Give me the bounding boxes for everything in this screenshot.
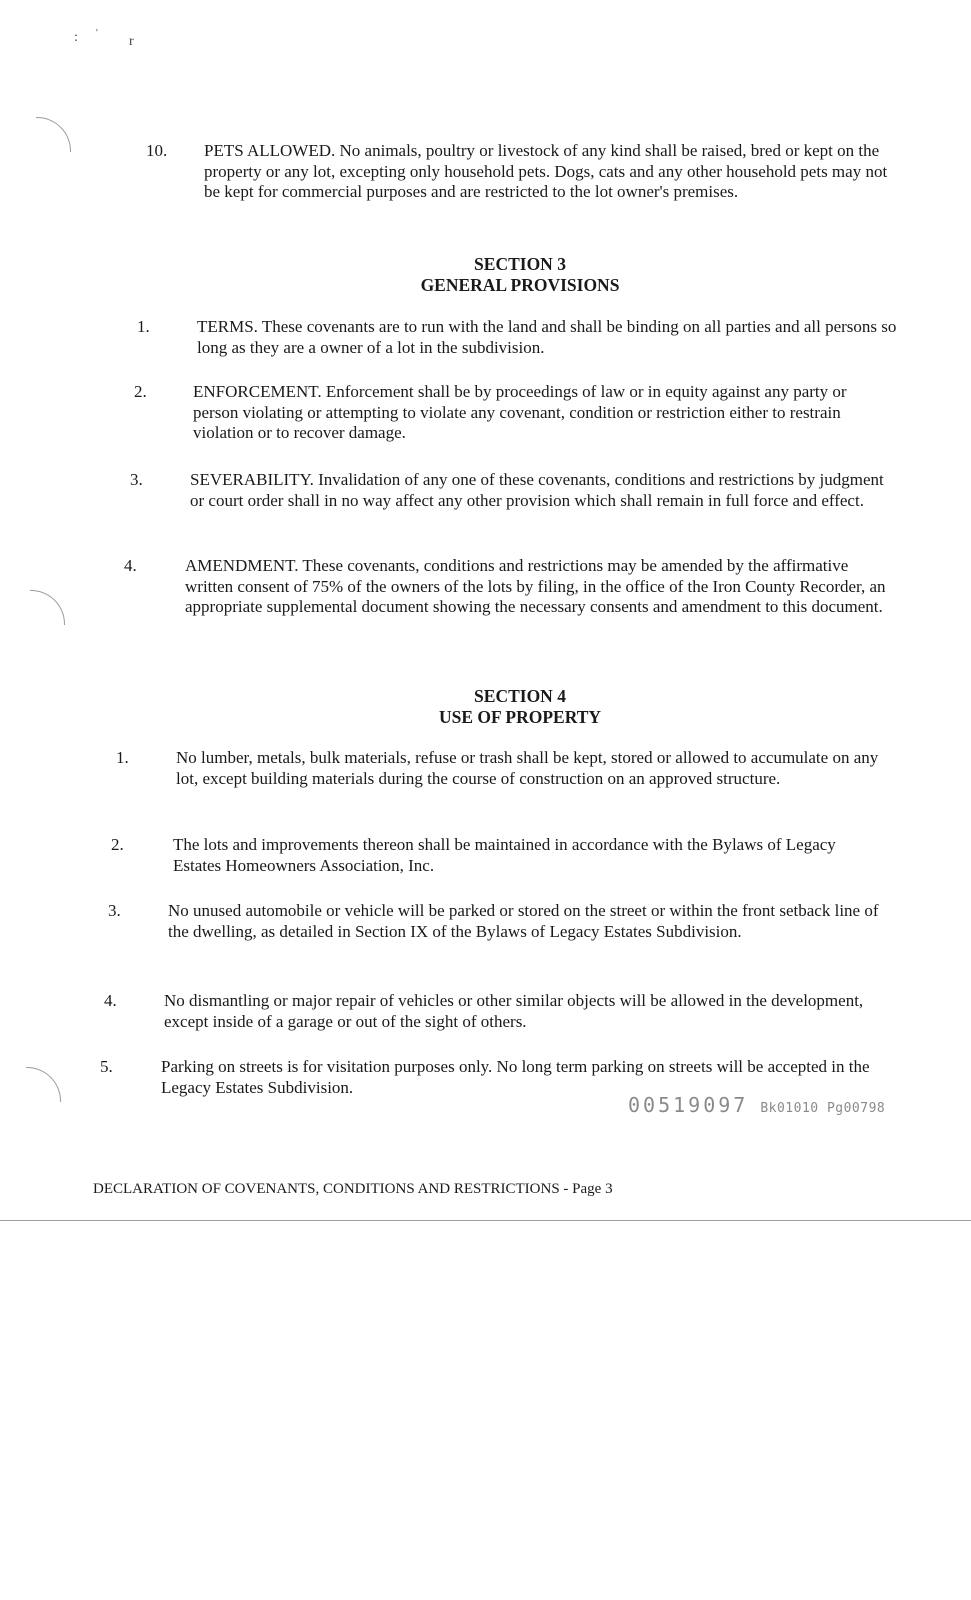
- binder-hole-mark: [26, 1067, 61, 1102]
- section-number: SECTION 4: [474, 686, 566, 706]
- section-title: USE OF PROPERTY: [438, 707, 602, 727]
- binder-hole-mark: [36, 117, 71, 152]
- scan-mark: :: [74, 30, 78, 45]
- record-number: 00519097: [628, 1093, 749, 1117]
- section-number: SECTION 3: [474, 254, 566, 274]
- item-number: 10.: [146, 141, 168, 160]
- page-footer: DECLARATION OF COVENANTS, CONDITIONS AND RESTRICTIONS - Page 3: [93, 1181, 613, 1197]
- item-text: ENFORCEMENT. Enforcement shall be by proceedings of law or in equity against any party or person violating or attempting to violate any covenant, condition or restriction either to restrain violation or to recover damage.: [193, 382, 847, 442]
- binder-hole-mark: [30, 590, 65, 625]
- item-text: No dismantling or major repair of vehicles or other similar objects will be allowed in the development, except inside of a garage or out of the sight of others.: [164, 991, 864, 1031]
- item-text: No lumber, metals, bulk materials, refuse or trash shall be kept, stored or allowed to accumulate on any lot, except building materials during the course of construction on an approved structure.: [176, 748, 879, 788]
- item-text: PETS ALLOWED. No animals, poultry or livestock of any kind shall be raised, bred or kept on the property or any lot, excepting only household pets. Dogs, cats and any other household pets may not be kept for commercial purposes and are restricted to the lot owner's premises.: [204, 141, 888, 201]
- item-number: 1.: [116, 748, 129, 767]
- recorder-stamp: [628, 1093, 885, 1117]
- item-number: 4.: [104, 991, 117, 1010]
- item-number: 3.: [130, 470, 143, 489]
- section-heading: [0, 686, 971, 728]
- page-edge-divider: [0, 1220, 971, 1221]
- item-number: 2.: [111, 835, 124, 854]
- scan-mark: r: [129, 34, 134, 49]
- scan-mark: ': [96, 28, 98, 39]
- item-text: The lots and improvements thereon shall be maintained in accordance with the Bylaws of Legacy Estates Homeowners Association, Inc.: [173, 835, 836, 875]
- item-number: 1.: [137, 317, 150, 336]
- section-heading: [0, 254, 971, 296]
- item-text: No unused automobile or vehicle will be parked or stored on the street or within the front setback line of the dwelling, as detailed in Section IX of the Bylaws of Legacy Estates Subdivision.: [168, 901, 879, 941]
- item-number: 3.: [108, 901, 121, 920]
- item-number: 4.: [124, 556, 137, 575]
- book-page-reference: Bk01010 Pg00798: [760, 1101, 886, 1116]
- item-text: Parking on streets is for visitation purposes only. No long term parking on streets will be accepted in the Legacy Estates Subdivision.: [161, 1057, 870, 1097]
- item-number: 2.: [134, 382, 147, 401]
- item-text: TERMS. These covenants are to run with the land and shall be binding on all parties and all persons so long as they are a owner of a lot in the subdivision.: [197, 317, 897, 357]
- item-number: 5.: [100, 1057, 113, 1076]
- section-title: GENERAL PROVISIONS: [420, 275, 620, 295]
- item-text: SEVERABILITY. Invalidation of any one of these covenants, conditions and restrictions by judgment or court order shall in no way affect any other provision which shall remain in full force and effect.: [190, 470, 884, 510]
- item-text: AMENDMENT. These covenants, conditions and restrictions may be amended by the affirmative written consent of 75% of the owners of the lots by filing, in the office of the Iron County Recorder, an appropriate supplemental document showing the necessary consents and amendment to this document.: [185, 556, 886, 616]
